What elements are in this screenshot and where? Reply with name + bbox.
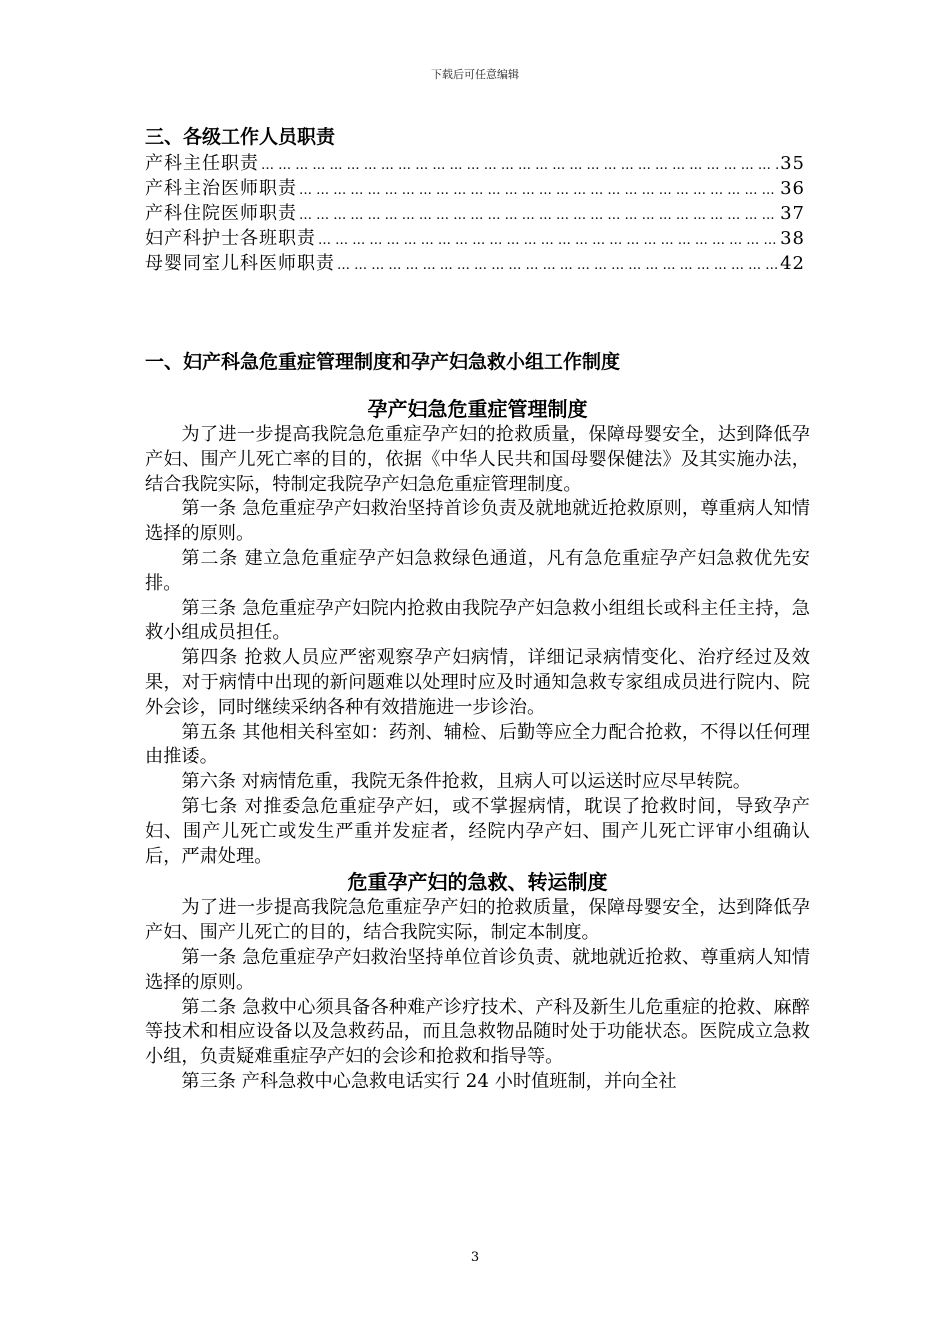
table-of-contents <box>145 124 805 276</box>
toc-entry[interactable] <box>145 226 805 251</box>
document-body <box>145 396 810 1095</box>
toc-entry[interactable] <box>145 201 805 226</box>
toc-entry-label: 产科主任职责 <box>145 153 259 174</box>
toc-entry-label: 母婴同室儿科医师职责 <box>145 253 335 274</box>
paragraph: 第七条 对推委急危重症孕产妇，或不掌握病情，耽误了抢救时间，导致孕产妇、围产儿死亡或发生严重并发症者，经院内孕产妇、围产儿死亡评审小组确认后，严肃处理。 <box>145 795 810 867</box>
paragraph: 第四条 抢救人员应严密观察孕产妇病情，详细记录病情变化、治疗经过及效果，对于病情中出现的新问题难以处理时应及时通知急救专家组成员进行院内、院外会诊，同时继续采纳各种有效措施进一步诊治。 <box>145 647 810 718</box>
page-number: 3 <box>470 1250 480 1265</box>
toc-heading: 三、各级工作人员职责 <box>145 126 336 148</box>
toc-entry[interactable] <box>145 251 805 276</box>
toc-leader-dots <box>318 228 778 253</box>
toc-entry-page: 36 <box>780 178 805 199</box>
doc-title-emergency-management: 孕产妇急危重症管理制度 <box>367 397 588 421</box>
toc-entry-label: 妇产科护士各班职责 <box>145 228 316 249</box>
paragraph: 第六条 对病情危重，我院无条件抢救，且病人可以运送时应尽早转院。 <box>181 771 751 793</box>
paragraph: 第三条 产科急救中心急救电话实行 24 小时值班制，并向全社 <box>181 1070 677 1092</box>
toc-leader-dots <box>261 153 778 178</box>
page-header: 下载后可任意编辑 <box>431 68 519 81</box>
paragraph: 第三条 急危重症孕产妇院内抢救由我院孕产妇急救小组组长或科主任主持，急救小组成员担任。 <box>145 597 810 644</box>
toc-entry-label: 产科住院医师职责 <box>145 203 297 224</box>
toc-entry-page: 42 <box>780 253 805 274</box>
paragraph: 为了进一步提高我院急危重症孕产妇的抢救质量，保障母婴安全，达到降低孕产妇、围产儿死亡率的目的，依据《中华人民共和国母婴保健法》及其实施办法，结合我院实际，特制定我院孕产妇急危重症管理制度。 <box>145 424 810 495</box>
paragraph: 第二条 急救中心须具备各种难产诊疗技术、产科及新生儿危重症的抢救、麻醉等技术和相应设备以及急救药品，而且急救物品随时处于功能状态。医院成立急救小组，负责疑难重症孕产妇的会诊和抢救和指导等。 <box>145 996 810 1068</box>
paragraph: 第五条 其他相关科室如：药剂、辅检、后勤等应全力配合抢救，不得以任何理由推诿。 <box>145 721 810 768</box>
toc-leader-dots <box>299 203 778 228</box>
toc-entry[interactable] <box>145 151 805 176</box>
toc-entry-page: 37 <box>780 203 805 224</box>
toc-entry-page: 35 <box>780 153 805 174</box>
toc-entry-label: 产科主治医师职责 <box>145 178 297 199</box>
toc-leader-dots <box>299 178 778 203</box>
paragraph: 第一条 急危重症孕产妇救治坚持首诊负责及就地就近抢救原则，尊重病人知情选择的原则。 <box>145 498 810 545</box>
toc-entry[interactable] <box>145 176 805 201</box>
toc-entry-page: 38 <box>780 228 805 249</box>
toc-leader-dots <box>337 253 778 278</box>
paragraph: 第二条 建立急危重症孕产妇急救绿色通道，凡有急危重症孕产妇急救优先安排。 <box>145 547 810 594</box>
section-heading: 一、妇产科急危重症管理制度和孕产妇急救小组工作制度 <box>145 351 621 373</box>
paragraph: 第一条 急危重症孕产妇救治坚持单位首诊负责、就地就近抢救、尊重病人知情选择的原则。 <box>145 946 810 993</box>
doc-title-emergency-transfer: 危重孕产妇的急救、转运制度 <box>347 870 608 895</box>
paragraph: 为了进一步提高我院急危重症孕产妇的抢救质量，保障母婴安全，达到降低孕产妇、围产儿死亡的目的，结合我院实际，制定本制度。 <box>145 897 810 944</box>
